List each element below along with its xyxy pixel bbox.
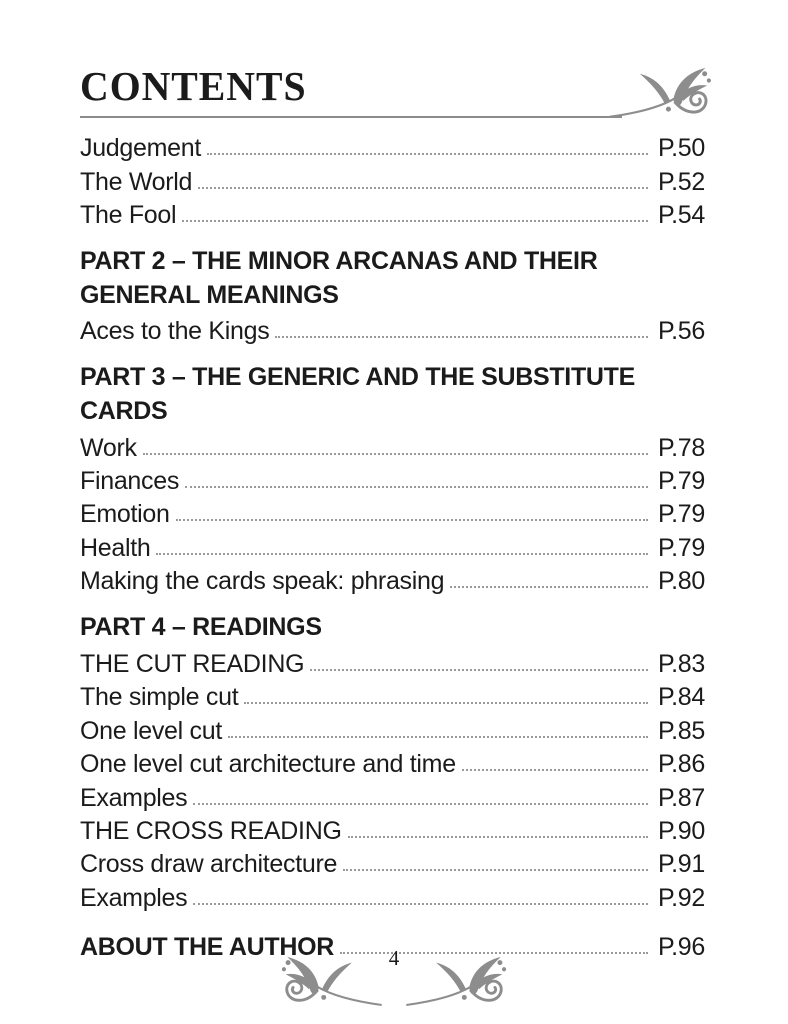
section-heading: PART 2 – THE MINOR ARCANAS AND THEIR GENERAL MEANINGS [80,247,598,309]
toc-entry-page: P.79 [657,533,705,562]
toc-entry-label: THE CROSS READING [80,816,342,845]
dot-leader [193,903,648,905]
toc-section [80,129,705,229]
dot-leader [275,336,648,338]
toc-entry-label: Finances [80,466,180,495]
dot-leader [193,803,648,805]
floral-flourish-right-icon [404,956,508,1014]
toc-entry-page: P.83 [657,649,705,678]
toc-entry [80,711,705,744]
toc-entry [80,845,705,878]
toc-entry-page: P.50 [657,134,705,163]
page-title: CONTENTS [80,63,307,109]
toc-entry-page: P.79 [657,466,705,495]
toc-entry-label: The simple cut [80,683,239,712]
toc-entry-page: P.86 [657,750,705,779]
toc-list [80,129,705,961]
toc-entry-page: P.79 [657,500,705,529]
toc-entry-page: P.52 [657,167,705,196]
dot-leader [143,453,648,455]
toc-entry [80,462,705,495]
toc-entry-label: Cross draw architecture [80,850,338,879]
toc-entry [80,778,705,811]
page-footer [0,940,788,1014]
floral-flourish-icon [609,67,711,126]
toc-section [80,611,705,912]
dot-leader [244,702,648,704]
toc-entry-page: P.92 [657,883,705,912]
toc-entry [80,812,705,845]
toc-entry [80,878,705,911]
toc-entry [80,562,705,595]
dot-leader [182,220,648,222]
toc-entry-page: P.78 [657,433,705,462]
toc-entry-label: Examples [80,883,188,912]
toc-entry [80,528,705,561]
toc-entry-label: Judgement [80,134,201,163]
dot-leader [156,553,648,555]
toc-entry-page: P.56 [657,317,705,346]
toc-entry [80,129,705,162]
toc-section [80,245,705,345]
page-number: 4 [388,946,400,970]
toc-section [80,361,705,595]
footer-ornament-group [278,940,510,1014]
toc-entry [80,495,705,528]
dot-leader [450,586,648,588]
toc-entry-label: Health [80,533,151,562]
toc-entry-label: The World [80,167,193,196]
dot-leader [348,836,648,838]
toc-entry-page: P.80 [657,567,705,596]
title-rule [80,116,622,118]
floral-flourish-left-icon [280,956,384,1014]
toc-entry-label: One level cut [80,716,223,745]
dot-leader [310,669,648,671]
dot-leader [198,187,648,189]
toc-entry-label: ABOUT THE AUTHOR [80,933,334,962]
toc-entry [80,312,705,345]
toc-entry [80,162,705,195]
toc-entry-label: Aces to the Kings [80,317,270,346]
dot-leader [185,486,648,488]
toc-entry-page: P.90 [657,816,705,845]
dot-leader [207,153,648,155]
toc-entry-page: P.96 [657,933,705,962]
toc-entry [80,645,705,678]
toc-entry-page: P.54 [657,201,705,230]
toc-entry-label: Work [80,433,137,462]
dot-leader [462,769,648,771]
toc-entry-label: Making the cards speak: phrasing [80,567,445,596]
toc-entry-label: The Fool [80,201,177,230]
toc-entry-label: THE CUT READING [80,649,305,678]
dot-leader [228,736,648,738]
section-heading: PART 3 – THE GENERIC AND THE SUBSTITUTE CARDS [80,363,636,425]
toc-entry-page: P.91 [657,850,705,879]
toc-entry [80,678,705,711]
dot-leader [176,519,648,521]
toc-entry-label: One level cut architecture and time [80,750,456,779]
dot-leader [343,869,648,871]
toc-entry [80,196,705,229]
toc-entry-page: P.84 [657,683,705,712]
section-heading: PART 4 – READINGS [80,613,322,642]
toc-entry [80,428,705,461]
toc-entry-page: P.87 [657,783,705,812]
toc-entry-page: P.85 [657,716,705,745]
toc-entry [80,745,705,778]
toc-entry-label: Examples [80,783,188,812]
toc-entry-label: Emotion [80,500,170,529]
